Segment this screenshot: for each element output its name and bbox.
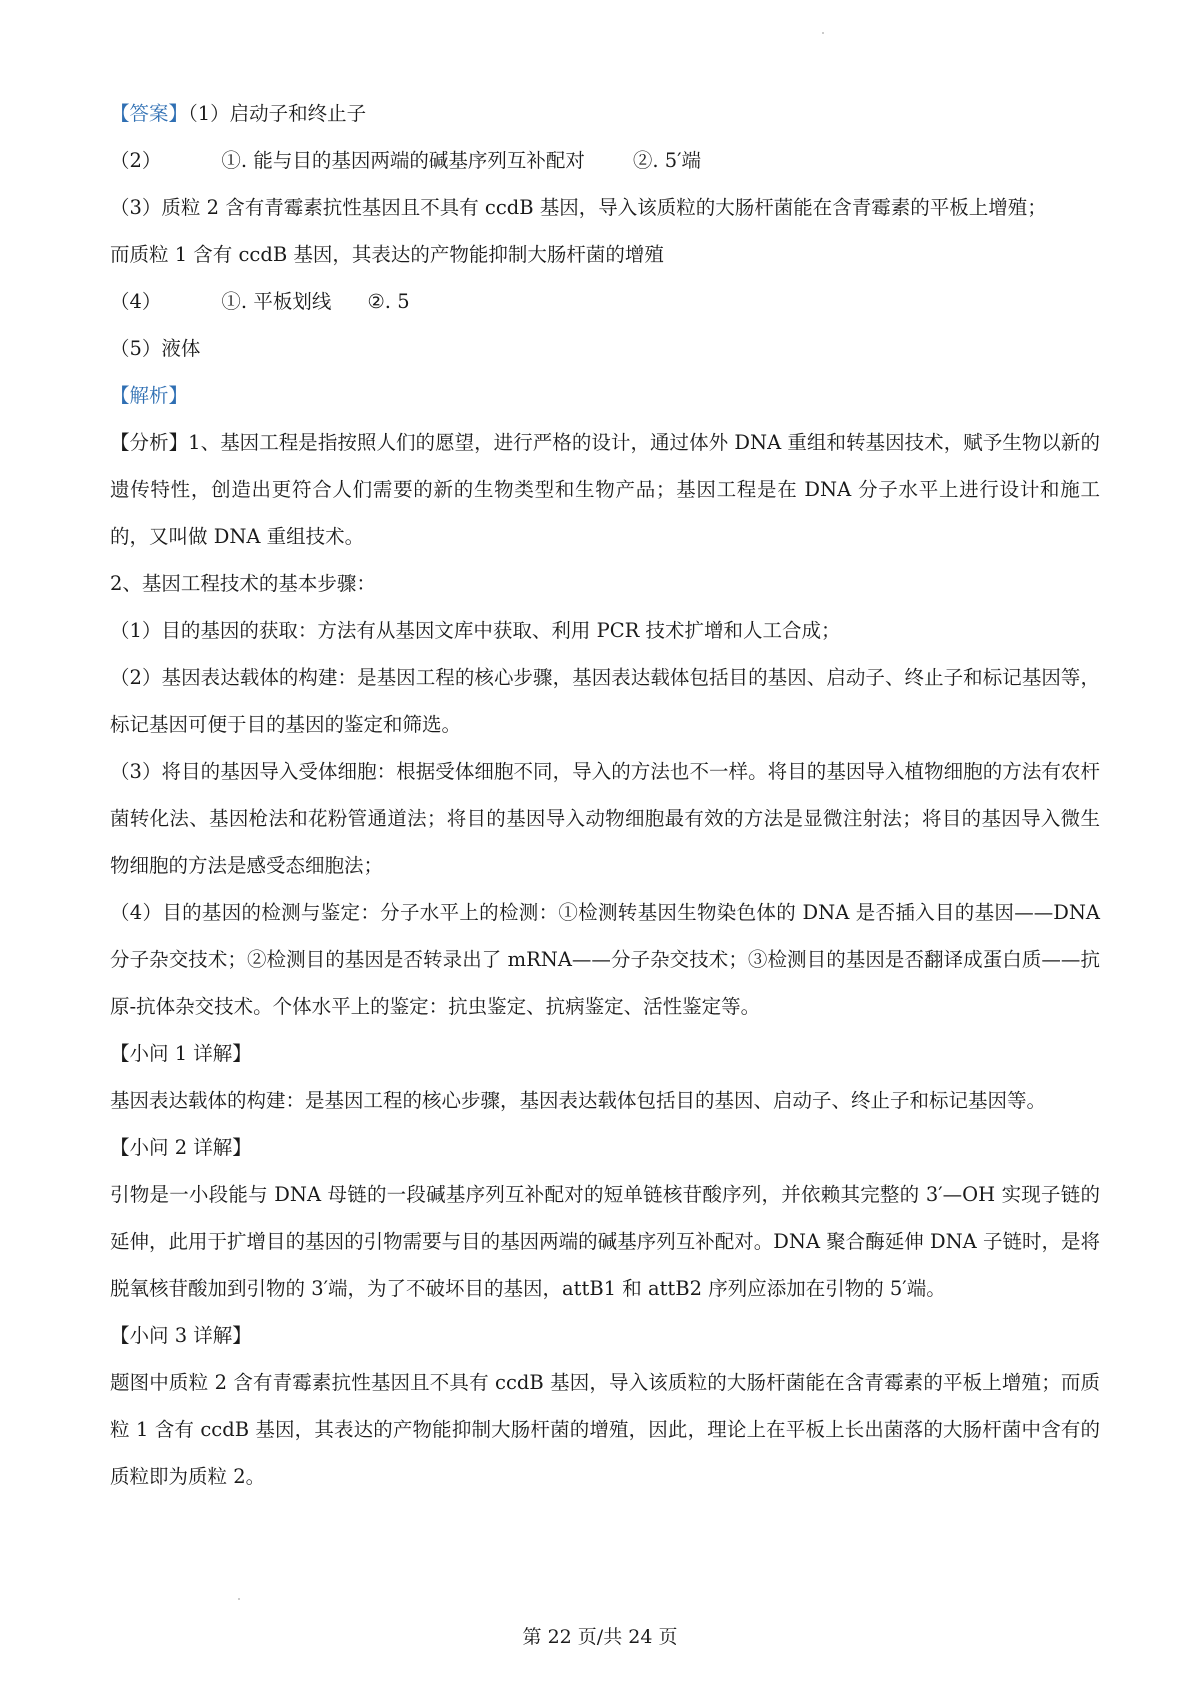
analysis-p1-text: 1、基因工程是指按照人们的愿望，进行严格的设计，通过体外 DNA 重组和转基因技术，赋予生物以新的遗传特性，创造出更符合人们需要的新的生物类型和生物产品；基因工程是在 DNA 分子水平上进行设计和施工的，又叫做 DNA 重组技术。 [110, 431, 1100, 548]
scan-speck [822, 32, 824, 34]
analysis-p4: （2）基因表达载体的构建：是基因工程的核心步骤，基因表达载体包括目的基因、启动子、终止子和标记基因等，标记基因可便于目的基因的鉴定和筛选。 [110, 666, 1100, 736]
answer-q4-num: （4） [110, 290, 162, 313]
answer-q2-num: （2） [110, 149, 162, 172]
answer-line-4 [110, 278, 1100, 325]
answer-q5: （5）液体 [110, 337, 201, 360]
analysis-p6: （4）目的基因的检测与鉴定：分子水平上的检测：①检测转基因生物染色体的 DNA 是否插入目的基因——DNA 分子杂交技术；②检测目的基因是否转录出了 mRNA——分子杂交技术；③检测目的基因是否翻译成蛋白质——抗原-抗体杂交技术。个体水平上的鉴定：抗虫鉴定、抗病鉴定、活性鉴定等。 [110, 901, 1100, 1018]
detail3-text: 题图中质粒 2 含有青霉素抗性基因且不具有 ccdB 基因，导入该质粒的大肠杆菌能在含青霉素的平板上增殖；而质粒 1 含有 ccdB 基因，其表达的产物能抑制大肠杆菌的增殖，因此，理论上在平板上长出菌落的大肠杆菌中含有的质粒即为质粒 2。 [110, 1371, 1100, 1488]
detail1-text: 基因表达载体的构建：是基因工程的核心步骤，基因表达载体包括目的基因、启动子、终止子和标记基因等。 [110, 1089, 1047, 1112]
analysis-p5: （3）将目的基因导入受体细胞：根据受体细胞不同，导入的方法也不一样。将目的基因导入植物细胞的方法有农杆菌转化法、基因枪法和花粉管通道法；将目的基因导入动物细胞最有效的方法是显微注射法；将目的基因导入微生物细胞的方法是感受态细胞法； [110, 760, 1100, 877]
answer-q3-line2: 而质粒 1 含有 ccdB 基因，其表达的产物能抑制大肠杆菌的增殖 [110, 243, 664, 266]
answer-q2-a: ①. 能与目的基因两端的碱基序列互补配对 [221, 149, 585, 172]
answer-q3-line1: （3）质粒 2 含有青霉素抗性基因且不具有 ccdB 基因，导入该质粒的大肠杆菌能在含青霉素的平板上增殖； [110, 196, 1047, 219]
detail1-tag: 【小问 1 详解】 [110, 1042, 252, 1065]
analysis-p1 [110, 419, 1100, 560]
answer-line-1 [110, 90, 1100, 137]
page-content [110, 90, 1100, 1500]
answer-q2-b: ②. 5′端 [632, 149, 702, 172]
detail2-text: 引物是一小段能与 DNA 母链的一段碱基序列互补配对的短单链核苷酸序列，并依赖其完整的 3′—OH 实现子链的延伸，此用于扩增目的基因的引物需要与目的基因两端的碱基序列互补配对。DNA 聚合酶延伸 DNA 子链时，是将脱氧核苷酸加到引物的 3′端，为了不破坏目的基因，attB1 和 attB2 序列应添加在引物的 5′端。 [110, 1183, 1100, 1300]
analysis-p3: （1）目的基因的获取：方法有从基因文库中获取、利用 PCR 技术扩增和人工合成； [110, 619, 841, 642]
answer-q1: （1）启动子和终止子 [188, 102, 367, 125]
page-number: 第 22 页/共 24 页 [522, 1626, 678, 1648]
answer-line-2 [110, 137, 1100, 184]
analysis-p2: 2、基因工程技术的基本步骤： [110, 572, 376, 595]
answer-q4-b: ②. 5 [367, 290, 410, 313]
analysis-tag: 【解析】 [110, 384, 189, 407]
detail3-tag: 【小问 3 详解】 [110, 1324, 252, 1347]
answer-tag: 【答案】 [110, 102, 189, 125]
answer-q3 [110, 184, 1100, 278]
fenxi-tag: 【分析】 [110, 431, 189, 454]
detail2-tag: 【小问 2 详解】 [110, 1136, 252, 1159]
scan-speck [238, 1598, 240, 1600]
answer-q4-a: ①. 平板划线 [221, 290, 332, 313]
